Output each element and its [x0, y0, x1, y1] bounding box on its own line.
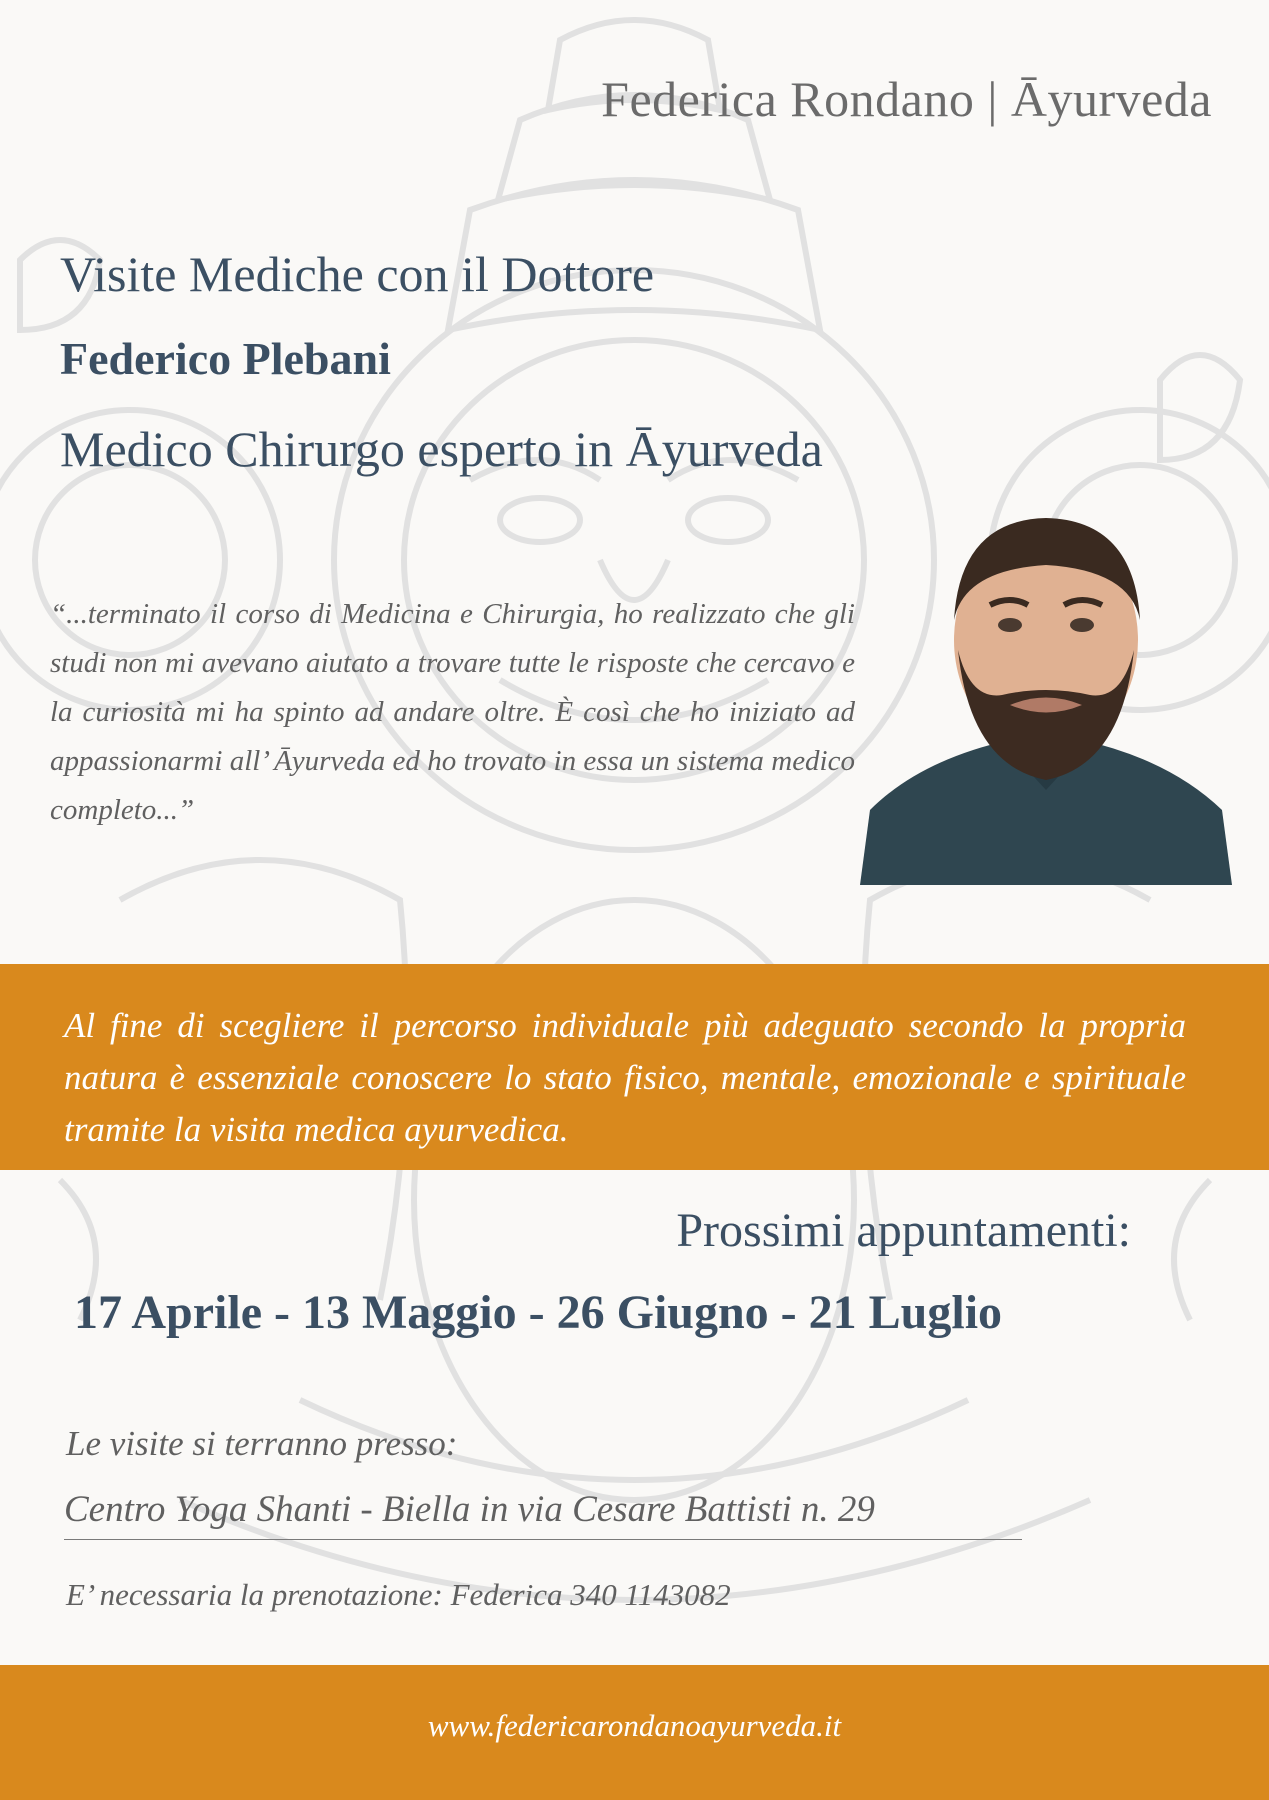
doctor-quote: “...terminato il corso di Medicina e Chirurgia, ho realizzato che gli studi non mi avevano aiutato a trovare tutte le risposte che cercavo e la curiosità mi ha spinto ad andare oltre. È così che ho iniziato ad appassionarmi all’ Āyurveda ed ho trovato in essa un sistema medico completo...” — [50, 598, 855, 826]
booking-info: E’ necessaria la prenotazione: Federica 340 1143082 — [66, 1577, 731, 1612]
heading-intro: Visite Mediche con il Dottore — [60, 246, 655, 302]
venue-label: Le visite si terranno presso: — [66, 1424, 458, 1463]
info-banner-text: Al fine di scegliere il percorso individuale più adeguato secondo la propria natura è essenziale conoscere lo stato fisico, mentale, emozionale e spirituale tramite la visita medica ayurvedica. — [64, 1006, 1186, 1149]
website-link[interactable]: www.federicarondanoayurveda.it — [427, 1708, 842, 1743]
doctor-name: Federico Plebani — [60, 333, 391, 384]
doctor-role: Medico Chirurgo esperto in Āyurveda — [60, 421, 823, 477]
portrait-photo — [860, 490, 1232, 885]
appointment-dates: 17 Aprile - 13 Maggio - 26 Giugno - 21 Luglio — [74, 1286, 1003, 1339]
brand-header: Federica Rondano | Āyurveda — [601, 71, 1212, 127]
appointments-label: Prossimi appuntamenti: — [676, 1204, 1131, 1257]
venue-address: Centro Yoga Shanti - Biella in via Cesare Battisti n. 29 — [64, 1488, 1022, 1540]
